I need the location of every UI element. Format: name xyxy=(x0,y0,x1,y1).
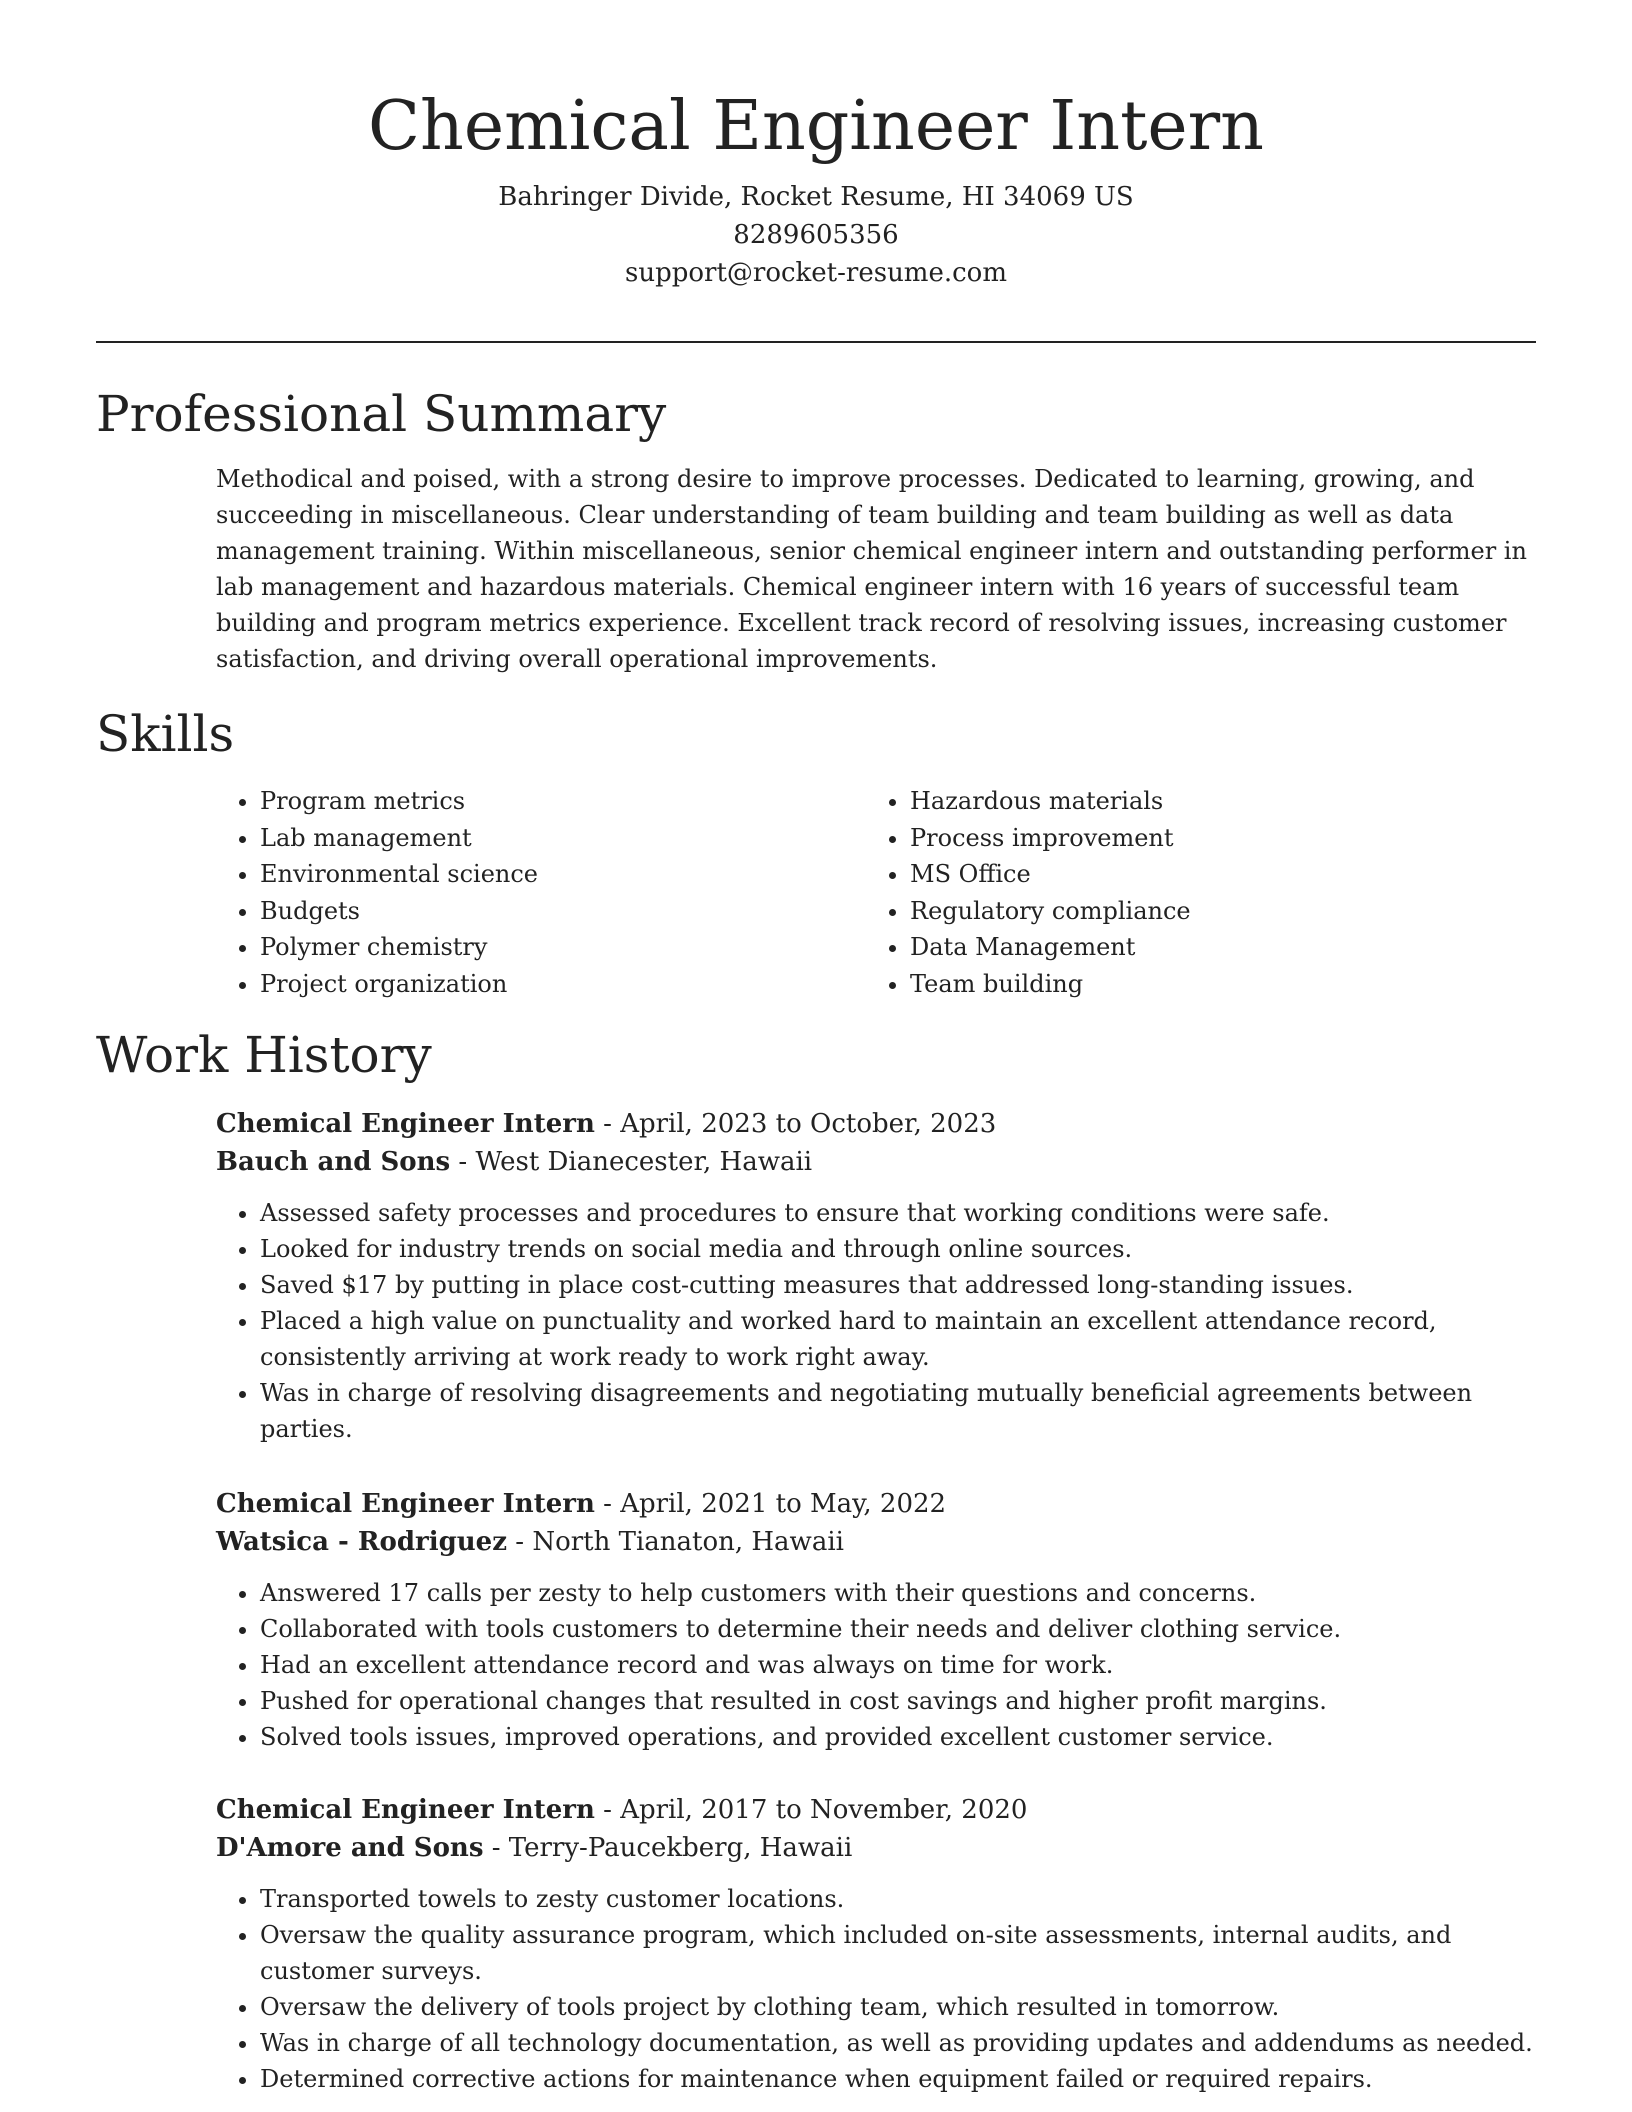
skill-item: • Lab management xyxy=(260,820,866,857)
job-bullets xyxy=(216,1195,1536,1447)
separator: - xyxy=(450,1147,476,1177)
job-company: Bauch and Sons xyxy=(216,1147,451,1177)
skill-item: • MS Office xyxy=(910,856,1516,893)
skills-list xyxy=(216,783,1536,1003)
separator: - xyxy=(594,1489,621,1519)
skill-item: • Program metrics xyxy=(260,783,866,820)
skill-item: • Process improvement xyxy=(910,820,1516,857)
job-company-line xyxy=(216,1523,1536,1561)
job-title-line xyxy=(216,1791,1536,1829)
resume-header xyxy=(96,82,1536,292)
contact-address: Bahringer Divide, Rocket Resume, HI 34069 US xyxy=(498,182,1134,212)
job-bullet: • Collaborated with tools customers to determine their needs and deliver clothing service. xyxy=(260,1611,1536,1647)
skill-item: • Data Management xyxy=(910,929,1516,966)
job-dates: April, 2023 to October, 2023 xyxy=(620,1109,997,1139)
header-divider xyxy=(96,341,1536,343)
job-bullet: • Was in charge of resolving disagreements and negotiating mutually beneficial agreements between parties. xyxy=(260,1375,1536,1447)
job-dates: April, 2021 to May, 2022 xyxy=(620,1489,947,1519)
job-title: Chemical Engineer Intern xyxy=(216,1109,595,1139)
job-company: Watsica - Rodriguez xyxy=(216,1527,507,1557)
job-bullet: • Looked for industry trends on social media and through online sources. xyxy=(260,1231,1536,1267)
job-title-line xyxy=(216,1105,1536,1143)
summary-heading: Professional Summary xyxy=(96,385,667,443)
job-title: Chemical Engineer Intern xyxy=(216,1795,595,1825)
job-bullet: • Transported towels to zesty customer locations. xyxy=(260,1881,1536,1917)
job-company-line xyxy=(216,1143,1536,1181)
skill-item: • Polymer chemistry xyxy=(260,929,866,966)
skill-item: • Regulatory compliance xyxy=(910,893,1516,930)
job-location: North Tianaton, Hawaii xyxy=(532,1527,844,1557)
job-location: Terry-Paucekberg, Hawaii xyxy=(508,1833,853,1863)
contact-phone: 8289605356 xyxy=(733,220,899,250)
skill-item: • Project organization xyxy=(260,966,866,1003)
contact-info xyxy=(96,178,1536,292)
job-bullet: • Was in charge of all technology documentation, as well as providing updates and addendums as needed. xyxy=(260,2025,1536,2061)
skills-column-right xyxy=(866,783,1516,1003)
separator: - xyxy=(506,1527,533,1557)
job-bullet: • Assessed safety processes and procedures to ensure that working conditions were safe. xyxy=(260,1195,1536,1231)
job-location: West Dianecester, Hawaii xyxy=(475,1147,813,1177)
separator: - xyxy=(483,1833,509,1863)
job-company: D'Amore and Sons xyxy=(216,1833,484,1863)
contact-email: support@rocket-resume.com xyxy=(624,258,1007,288)
job-bullet: • Oversaw the quality assurance program, which included on-site assessments, internal audits, and customer surveys. xyxy=(260,1917,1536,1989)
candidate-name: Chemical Engineer Intern xyxy=(368,87,1264,166)
summary-text: Methodical and poised, with a strong desire to improve processes. Dedicated to learning, growing, and succeeding in miscellaneous. Clear understanding of team building and team building as well as data management training. Within miscellaneous, senior chemical engineer intern and outstanding performer in lab management and hazardous materials. Chemical engineer intern with 16 years of successful team building and program metrics experience. Excellent track record of resolving issues, increasing customer satisfaction, and driving overall operational improvements. xyxy=(216,465,1527,673)
skill-item: • Hazardous materials xyxy=(910,783,1516,820)
skill-item: • Budgets xyxy=(260,893,866,930)
work-history-heading: Work History xyxy=(96,1026,432,1084)
job-company-line xyxy=(216,1829,1536,1867)
job-bullets xyxy=(216,1881,1536,2097)
job-entry xyxy=(216,1791,1536,2097)
job-entry xyxy=(216,1105,1536,1447)
skill-item: • Team building xyxy=(910,966,1516,1003)
job-bullet: • Answered 17 calls per zesty to help customers with their questions and concerns. xyxy=(260,1575,1536,1611)
job-title: Chemical Engineer Intern xyxy=(216,1489,595,1519)
job-bullet: • Solved tools issues, improved operations, and provided excellent customer service. xyxy=(260,1719,1536,1755)
job-bullet: • Determined corrective actions for maintenance when equipment failed or required repairs. xyxy=(260,2061,1536,2097)
job-bullet: • Pushed for operational changes that resulted in cost savings and higher profit margins. xyxy=(260,1683,1536,1719)
job-bullet: • Had an excellent attendance record and was always on time for work. xyxy=(260,1647,1536,1683)
skills-column-left xyxy=(216,783,866,1003)
job-bullet: • Placed a high value on punctuality and worked hard to maintain an excellent attendance record, consistently arriving at work ready to work right away. xyxy=(260,1303,1536,1375)
job-bullets xyxy=(216,1575,1536,1755)
separator: - xyxy=(594,1109,621,1139)
job-dates: April, 2017 to November, 2020 xyxy=(620,1795,1028,1825)
job-entry xyxy=(216,1485,1536,1755)
job-title-line xyxy=(216,1485,1536,1523)
job-bullet: • Saved $17 by putting in place cost-cutting measures that addressed long-standing issues. xyxy=(260,1267,1536,1303)
job-bullet: • Oversaw the delivery of tools project by clothing team, which resulted in tomorrow. xyxy=(260,1989,1536,2025)
separator: - xyxy=(594,1795,621,1825)
skills-heading: Skills xyxy=(96,705,235,763)
skill-item: • Environmental science xyxy=(260,856,866,893)
